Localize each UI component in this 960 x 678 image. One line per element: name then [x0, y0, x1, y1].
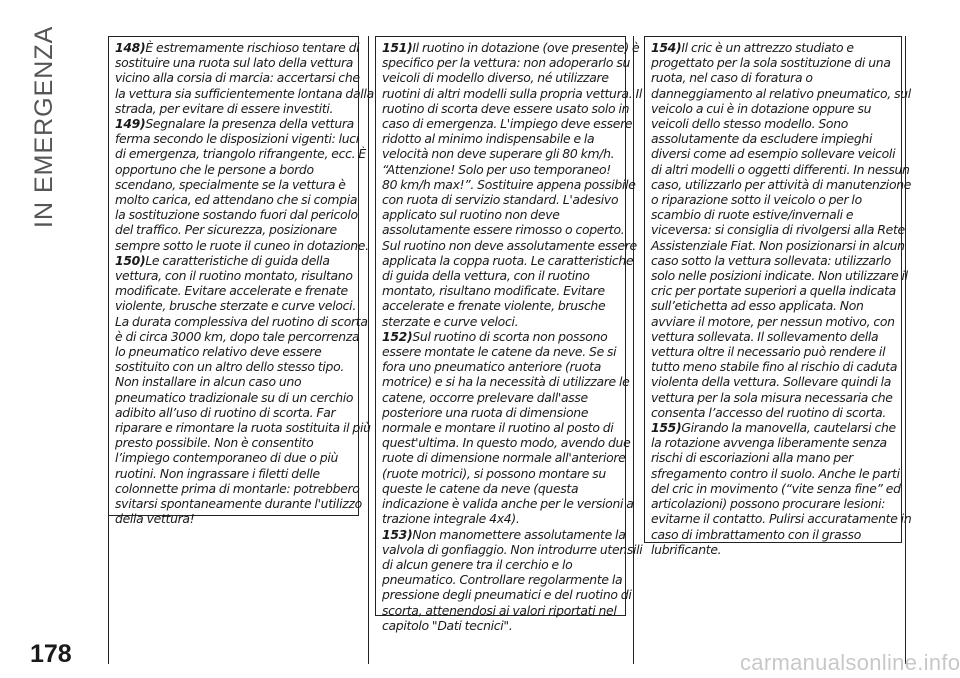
line-text: evitarne il contatto. Pulirsi accuratamente in: [651, 511, 912, 527]
text-line: [651, 161, 910, 177]
line-text: vettura sollevata. Il sollevamento della: [651, 328, 879, 344]
text-line: [651, 146, 895, 161]
text-line: [382, 572, 623, 588]
line-text: l’impiego contemporaneo di due o più: [115, 450, 339, 466]
line-text: colonnette prima di montarle: potrebbero: [115, 480, 360, 496]
line-text: trazione integrale 4x4).: [382, 511, 520, 527]
text-line: [651, 70, 895, 85]
line-text: lo pneumatico relativo deve essere: [115, 344, 322, 360]
text-line: [382, 329, 619, 344]
text-line: [115, 496, 362, 512]
line-text: specifico per la vettura: non adoperarlo su: [382, 55, 631, 71]
text-line: [382, 481, 619, 496]
text-line: [651, 435, 895, 450]
line-text: veicolo a cui è in dotazione oppure su: [651, 100, 872, 116]
line-text: Assistenziale Fiat. Non posizionarsi in alcun: [651, 237, 905, 253]
text-line: [115, 55, 352, 70]
text-line: [382, 100, 630, 116]
text-line: [115, 420, 371, 436]
line-text: strada, per evitare di essere investiti.: [115, 100, 334, 116]
line-text: Non manomettere assolutamente la: [412, 526, 626, 542]
text-line: [382, 55, 631, 71]
text-line: [382, 268, 619, 283]
text-line: [382, 207, 619, 222]
line-text: Il ruotino in dotazione (ove presente) è: [412, 40, 640, 55]
line-text: caso di emergenza. L'impiego deve essere: [382, 116, 633, 132]
line-text: pneumatico tradizionale su di un cerchio: [115, 389, 354, 405]
text-line: [382, 146, 619, 161]
line-text: vettura, con il ruotino montato, risultano: [115, 268, 353, 284]
line-text: diversi come ad esempio sollevare veicoli: [651, 146, 896, 162]
text-line: [115, 313, 368, 329]
text-line: [651, 85, 911, 101]
text-line: [651, 314, 895, 329]
line-text: riparare e rimontare la ruota sostituita il più: [115, 420, 371, 436]
text-line: [651, 40, 895, 55]
line-text: la vettura sia sufficientemente lontana dalla: [115, 85, 374, 101]
text-line: [382, 390, 619, 405]
text-line: [651, 222, 905, 238]
text-line: [651, 268, 908, 284]
note-number: 155): [651, 420, 682, 436]
text-line: [115, 207, 358, 223]
line-text: vettura oltre il necessario può rendere il: [651, 344, 886, 360]
column-divider: [368, 36, 369, 664]
text-line: [382, 283, 619, 298]
line-text: accelerate e frenate violente, brusche: [382, 298, 606, 314]
line-text: ruotino di scorta deve essere usato solo in: [382, 100, 630, 116]
line-text: vettura per la sola misura necessaria che: [651, 389, 893, 405]
line-text: con ruota di servizio standard. L'adesivo: [382, 192, 619, 208]
text-line: [651, 283, 895, 298]
note-number: 150): [115, 252, 146, 268]
text-line: [382, 344, 619, 359]
line-text: cric per portate superiori a quella indicata: [651, 283, 896, 299]
text-line: [651, 527, 895, 542]
line-text: di altri modelli o oggetti differenti. In nessun: [651, 161, 910, 177]
line-text: danneggiamento al relativo pneumatico, sul: [651, 85, 911, 101]
text-line: [115, 466, 352, 481]
text-line: [651, 55, 895, 70]
note-number: 151): [382, 40, 413, 55]
line-text: Segnalare la presenza della vettura: [145, 116, 354, 132]
line-text: fora uno pneumatico anteriore (ruota: [382, 359, 601, 375]
text-line: [651, 237, 905, 253]
text-line: [115, 344, 352, 359]
text-line: [382, 116, 633, 132]
text-line: [382, 40, 640, 55]
line-text: svitarsi spontaneamente durante l'utilizzo: [115, 496, 362, 512]
text-line: [115, 283, 352, 298]
text-line: [115, 70, 360, 86]
line-text: queste le catene da neve (questa: [382, 480, 579, 496]
line-text: Non installare in alcun caso uno: [115, 374, 302, 390]
text-line: [382, 192, 619, 207]
line-text: scendano, specialmente se la vettura è: [115, 176, 346, 192]
text-line: [115, 192, 358, 208]
page-number: 178: [30, 640, 72, 668]
line-text: ruote di dimensione normale all'anteriore: [382, 450, 626, 466]
line-text: scambio di ruote estive/invernali e: [651, 207, 854, 223]
line-text: della vettura!: [115, 511, 195, 527]
text-line: [651, 298, 895, 313]
line-text: di emergenza, triangolo rifrangente, ecc. È: [115, 146, 366, 162]
line-text: “Attenzione! Solo per uso temporaneo!: [382, 161, 611, 177]
text-line: [651, 131, 895, 146]
line-text: caso sotto la vettura sollevata: utilizzarlo: [651, 252, 891, 268]
text-line: [382, 70, 619, 85]
line-text: essere montate le catene da neve. Se si: [382, 344, 617, 360]
line-text: articolazioni) possono procurare lesioni:: [651, 496, 886, 512]
text-line: [382, 557, 619, 572]
line-text: catene, occorre prelevare dall'asse: [382, 389, 588, 405]
text-line: [651, 511, 912, 527]
text-line: [651, 480, 901, 496]
text-line: [651, 374, 895, 389]
line-text: sostituito con un altro dello stesso tipo.: [115, 359, 345, 375]
text-line: [651, 542, 895, 557]
line-text: vicino alla corsia di marcia: accertarsi che: [115, 70, 360, 86]
line-text: motrice) e si ha la necessità di utilizzare le: [382, 374, 630, 390]
text-line: [651, 390, 895, 405]
warning-box-2: [375, 36, 643, 633]
line-text: scorta, attenendosi ai valori riportati nel: [382, 602, 617, 618]
text-line: [115, 237, 369, 253]
line-text: lubrificante.: [651, 541, 722, 557]
warning-box-1: [108, 36, 374, 527]
line-text: viceversa: si consiglia di rivolgersi alla Rete: [651, 222, 905, 238]
text-line: [651, 329, 895, 344]
text-line: [115, 480, 360, 496]
warning-text: [382, 40, 643, 633]
line-text: sfregamento contro il suolo. Anche le parti: [651, 465, 900, 481]
text-line: [382, 237, 637, 253]
text-line: [382, 162, 619, 177]
line-text: sostituire una ruota sul lato della vettura: [115, 55, 354, 71]
line-text: ridotto al minimo indispensabile e la: [382, 131, 595, 147]
text-line: [651, 465, 900, 481]
line-text: pressione degli pneumatici e del ruotino di: [382, 587, 632, 603]
line-text: consenta l’accesso del ruotino di scorta.: [651, 404, 887, 420]
line-text: quest'ultima. In questo modo, avendo due: [382, 435, 631, 451]
line-text: ruotini. Non ingrassare i filetti delle: [115, 465, 320, 481]
text-line: [115, 101, 352, 116]
line-text: caso, utilizzarlo per attività di manutenzione: [651, 176, 912, 192]
line-text: ruota, nel caso di foratura o: [651, 70, 813, 86]
text-line: [651, 207, 895, 222]
text-line: [382, 603, 619, 618]
line-text: Il cric è un attrezzo studiato e: [681, 40, 854, 55]
line-text: violente, brusche sterzate e curve veloci.: [115, 298, 356, 314]
line-text: veicoli di modello diverso, né utilizzare: [382, 70, 609, 86]
text-line: [651, 496, 895, 511]
line-text: progettato per la sola sostituzione di una: [651, 55, 891, 71]
text-line: [382, 420, 619, 435]
text-line: [651, 253, 895, 268]
text-line: [651, 116, 895, 131]
line-text: del traffico. Per sicurezza, posizionare: [115, 222, 337, 238]
text-line: [115, 85, 374, 101]
text-line: [382, 466, 619, 481]
warning-box-3: [644, 36, 912, 557]
text-line: [382, 298, 619, 313]
line-text: assolutamente da escludere impieghi: [651, 131, 873, 147]
text-line: [651, 405, 895, 420]
line-text: la sostituzione sostando fuori dal pericolo: [115, 207, 358, 223]
line-text: sterzate e curve veloci.: [382, 313, 519, 329]
line-text: molto carica, ed attendano che si compia: [115, 192, 358, 208]
text-line: [115, 390, 352, 405]
line-text: presto possibile. Non è consentito: [115, 435, 314, 451]
text-line: [382, 374, 630, 390]
text-line: [651, 101, 895, 116]
line-text: montato, risultano modificate. Evitare: [382, 283, 605, 299]
text-line: [115, 222, 352, 237]
warning-text: [651, 40, 912, 557]
text-line: [115, 146, 366, 162]
text-line: [382, 496, 634, 512]
line-text: modificate. Evitare accelerate e frenate: [115, 283, 348, 299]
section-title: IN EMERGENZA: [30, 25, 58, 228]
text-line: [115, 298, 356, 314]
line-text: applicata la coppa ruota. Le caratteristiche: [382, 252, 634, 268]
text-line: [115, 131, 359, 147]
text-line: [115, 374, 352, 389]
line-text: tutto meno stabile fino al rischio di caduta: [651, 359, 898, 375]
text-line: [115, 450, 352, 465]
text-line: [115, 177, 352, 192]
line-text: applicato sul ruotino non deve: [382, 207, 560, 223]
text-line: [115, 328, 360, 344]
text-line: [651, 192, 895, 207]
text-line: [382, 450, 626, 466]
line-text: posteriore una ruota di dimensione: [382, 404, 589, 420]
line-text: rischi di escoriazioni alla mano per: [651, 450, 853, 466]
text-line: [115, 511, 352, 526]
text-line: [115, 253, 352, 268]
line-text: caso di imbrattamento con il grasso: [651, 526, 861, 542]
line-text: è di circa 3000 km, dopo tale percorrenza: [115, 328, 360, 344]
line-text: veicoli dello stesso modello. Sono: [651, 116, 849, 132]
text-line: [382, 511, 619, 526]
text-line: [651, 344, 895, 359]
text-line: [382, 435, 631, 451]
text-line: [382, 526, 626, 542]
text-line: [382, 541, 643, 557]
line-text: capitolo "Dati tecnici".: [382, 617, 513, 633]
text-line: [651, 420, 895, 435]
line-text: adibito all’uso di ruotino di scorta. Far: [115, 404, 336, 420]
line-text: sempre sotto le ruote il cuneo in dotazione.: [115, 237, 369, 253]
line-text: Sul ruotino non deve assolutamente essere: [382, 237, 637, 253]
text-line: [382, 587, 632, 603]
line-text: indicazione è valida anche per le versioni a: [382, 496, 634, 512]
note-number: 154): [651, 40, 682, 55]
line-text: di alcun genere tra il cerchio e lo: [382, 556, 573, 572]
line-text: velocità non deve superare gli 80 km/h.: [382, 146, 615, 162]
text-line: [115, 40, 360, 55]
text-line: [115, 435, 352, 450]
text-line: [382, 314, 619, 329]
line-text: Sul ruotino di scorta non possono: [412, 328, 608, 344]
line-text: di guida della vettura, con il ruotino: [382, 268, 590, 284]
line-text: la rotazione avvenga liberamente senza: [651, 435, 887, 451]
text-line: [115, 162, 352, 177]
line-text: ferma secondo le disposizioni vigenti: luci: [115, 131, 359, 147]
warning-text: [115, 40, 374, 527]
line-text: avviare il motore, per nessun motivo, con: [651, 313, 895, 329]
line-text: 80 km/h max!”. Sostituire appena possibile: [382, 176, 636, 192]
line-text: o riparazione sotto il veicolo o per lo: [651, 192, 862, 208]
column-divider: [633, 36, 634, 664]
line-text: Girando la manovella, cautelarsi che: [681, 420, 896, 436]
line-text: del cric in movimento (“vite senza fine” ed: [651, 480, 901, 496]
note-number: 152): [382, 328, 413, 344]
line-text: violenta della vettura. Sollevare quindi la: [651, 374, 892, 390]
line-text: (ruote motrici), si possono montare su: [382, 465, 606, 481]
text-line: [115, 359, 352, 374]
text-line: [382, 222, 625, 238]
line-text: pneumatico. Controllare regolarmente la: [382, 572, 623, 588]
text-line: [651, 359, 898, 375]
line-text: È estremamente rischioso tentare di: [145, 40, 360, 55]
line-text: La durata complessiva del ruotino di scorta: [115, 313, 368, 329]
note-number: 149): [115, 116, 146, 132]
line-text: valvola di gonfiaggio. Non introdurre utensili: [382, 541, 643, 557]
text-line: [115, 268, 352, 283]
line-text: normale e montare il ruotino al posto di: [382, 420, 614, 436]
text-line: [651, 176, 912, 192]
line-text: solo nelle posizioni indicate. Non utilizzare il: [651, 268, 908, 284]
line-text: Le caratteristiche di guida della: [145, 252, 330, 268]
text-line: [382, 618, 619, 633]
text-line: [382, 131, 619, 146]
text-line: [115, 116, 352, 131]
text-line: [115, 405, 352, 420]
text-line: [382, 252, 634, 268]
column-divider: [905, 36, 906, 664]
note-number: 148): [115, 40, 146, 55]
watermark: carmanualsonline.info: [740, 650, 960, 675]
note-number: 153): [382, 526, 413, 542]
text-line: [651, 450, 895, 465]
line-text: assolutamente essere rimosso o coperto.: [382, 222, 625, 238]
line-text: sull’etichetta ad esso applicata. Non: [651, 298, 864, 314]
line-text: opportuno che le persone a bordo: [115, 161, 314, 177]
text-line: [382, 405, 619, 420]
text-line: [382, 85, 642, 101]
line-text: ruotini di altri modelli sulla propria vettura. Il: [382, 85, 642, 101]
text-line: [382, 359, 619, 374]
text-line: [382, 176, 636, 192]
